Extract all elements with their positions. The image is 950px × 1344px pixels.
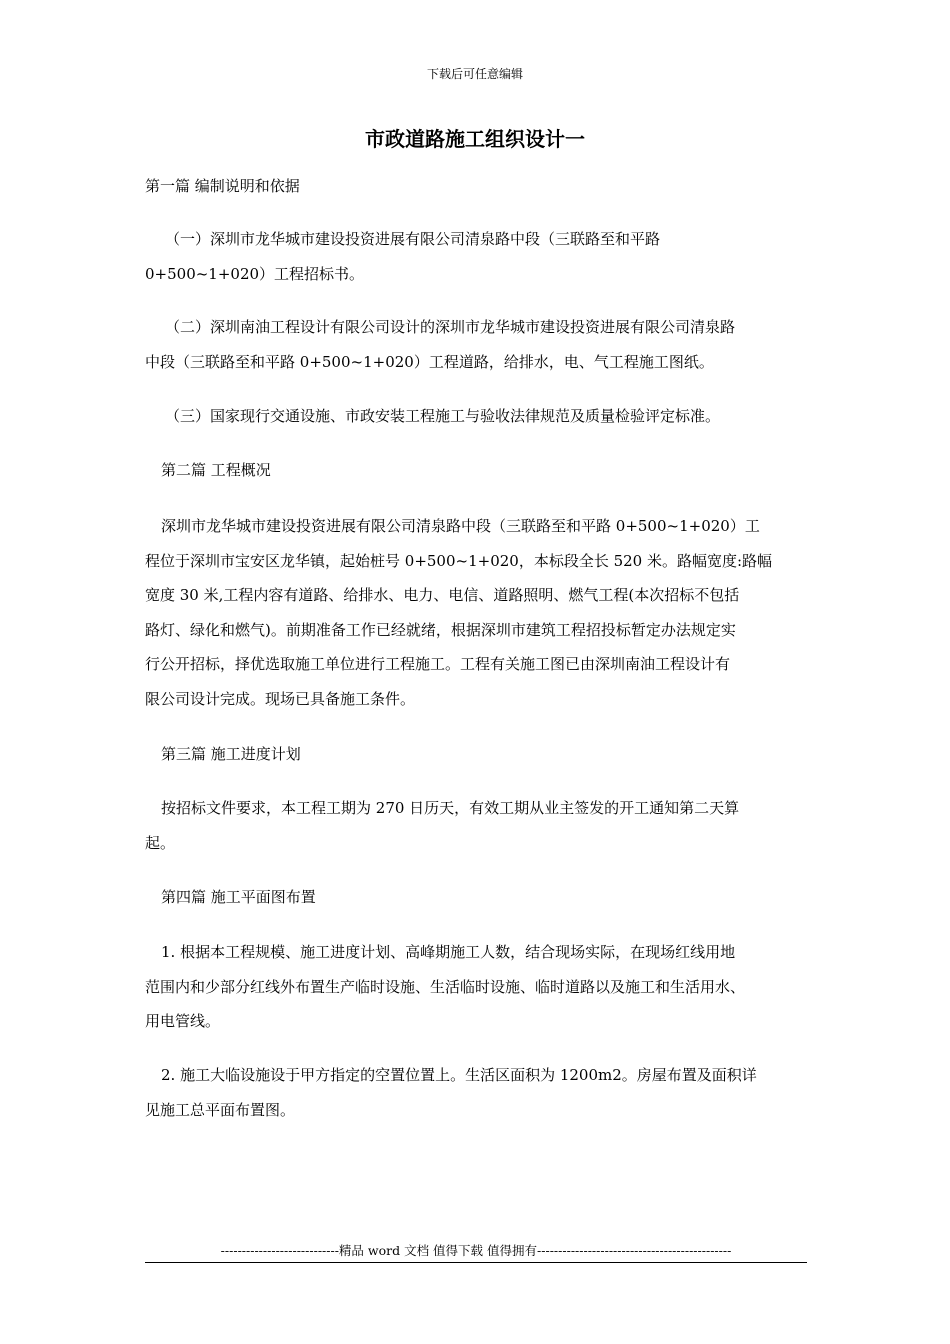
section-heading-2: 第二篇 工程概况	[161, 461, 271, 479]
footer-note: ----------------------------精品 word 文档 值得下载 值得拥有----------------------------------------------	[220, 1243, 732, 1258]
basis-item-3: （三）国家现行交通设施、市政安装工程施工与验收法律规范及质量检验评定标准。	[165, 407, 721, 425]
footer-divider	[145, 1262, 807, 1263]
document-title: 市政道路施工组织设计一	[365, 127, 585, 151]
project-overview-paragraph: 深圳市龙华城市建设投资进展有限公司清泉路中段（三联路至和平路 0+500~1+020）工 程位于深圳市宝安区龙华镇，起始桩号 0+500~1+020，本标段全长 520 米。路幅宽度:路幅 宽度 30 米,工程内容有道路、给排水、电力、电信、道路照明、燃气工程(本次招标不包括 路灯、绿化和燃气)。前期准备工作已经就绪，根据深圳市建筑工程招投标暂定办法规定实 行公开招标，择优选取施工单位进行工程施工。工程有关施工图已由深圳南油工程设计有 限公司设计完成。现场已具备施工条件。	[145, 517, 773, 708]
layout-item-1: 1. 根据本工程规模、施工进度计划、高峰期施工人数，结合现场实际，在现场红线用地 范围内和少部分红线外布置生产临时设施、生活临时设施、临时道路以及施工和生活用水、 用电管线。	[145, 943, 746, 1030]
section-heading-4: 第四篇 施工平面图布置	[161, 888, 316, 906]
section-heading-3: 第三篇 施工进度计划	[161, 745, 301, 763]
schedule-paragraph: 按招标文件要求，本工程工期为 270 日历天，有效工期从业主签发的开工通知第二天算 起。	[145, 799, 740, 852]
section-heading-1: 第一篇 编制说明和依据	[145, 177, 300, 195]
layout-item-2: 2. 施工大临设施设于甲方指定的空置位置上。生活区面积为 1200m2。房屋布置及面积详 见施工总平面布置图。	[145, 1066, 757, 1119]
basis-item-2: （二）深圳南油工程设计有限公司设计的深圳市龙华城市建设投资进展有限公司清泉路 中段（三联路至和平路 0+500~1+020）工程道路，给排水，电、气工程施工图纸。	[145, 318, 736, 371]
basis-item-1: （一）深圳市龙华城市建设投资进展有限公司清泉路中段（三联路至和平路 0+500~1+020）工程招标书。	[145, 230, 661, 283]
header-note: 下载后可任意编辑	[426, 67, 523, 81]
